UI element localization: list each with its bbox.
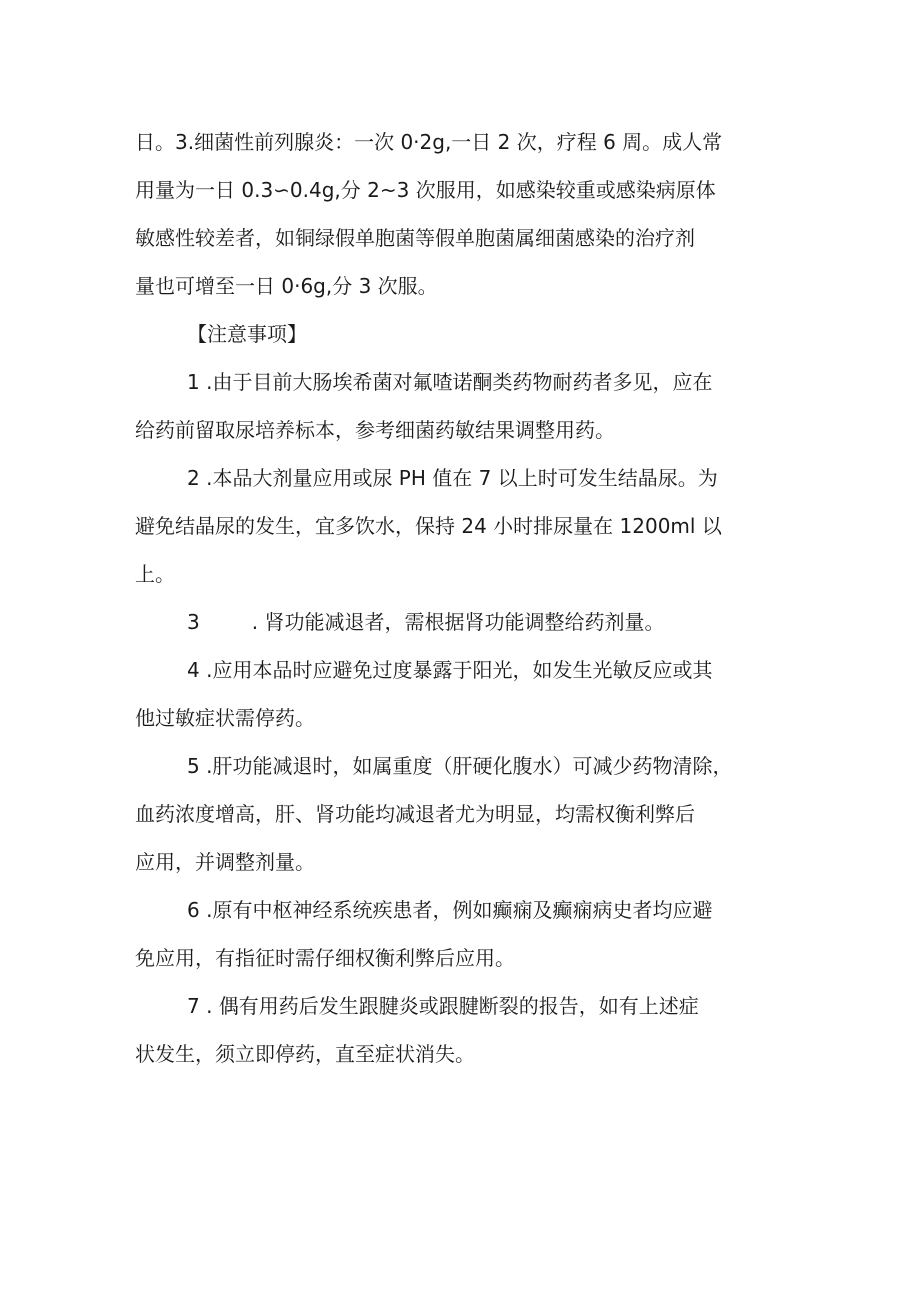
text-line: 6 .原有中枢神经系统疾患者，例如癫痫及癫痫病史者均应避 [187, 898, 713, 922]
text-line: 给药前留取尿培养标本，参考细菌药敏结果调整用药。 [135, 418, 615, 442]
text-line: 状发生，须立即停药，直至症状消失。 [135, 1042, 475, 1066]
dosage-paragraph [135, 118, 790, 310]
text-line: 上。 [135, 562, 175, 586]
text-line [135, 598, 790, 646]
text-line: 7 . 偶有用药后发生跟腱炎或跟腱断裂的报告，如有上述症 [187, 994, 699, 1018]
text-line: 1 .由于目前大肠埃希菌对氟喳诺酮类药物耐药者多见，应在 [187, 370, 713, 394]
text-line: 日。3.细菌性前列腺炎：一次 0·2g,一日 2 次，疗程 6 周。成人常 [135, 130, 723, 154]
text-line: 免应用，有指征时需仔细权衡利弊后应用。 [135, 946, 515, 970]
note-item-1 [135, 358, 790, 454]
text-line: 2 .本品大剂量应用或尿 PH 值在 7 以上时可发生结晶尿。为 [187, 466, 718, 490]
note-item-6 [135, 886, 790, 982]
text-line: 血药浓度增高，肝、肾功能均减退者尤为明显，均需权衡利弊后 [135, 802, 695, 826]
text-line: 避免结晶尿的发生，宜多饮水，保持 24 小时排尿量在 1200ml 以 [135, 514, 722, 538]
note-item-2 [135, 454, 790, 598]
note-item-7 [135, 982, 790, 1078]
text-line: 他过敏症状需停药。 [135, 706, 315, 730]
text-line: 应用，并调整剂量。 [135, 850, 315, 874]
text-line: 敏感性较差者，如铜绿假单胞菌等假单胞菌属细菌感染的治疗剂 [135, 226, 695, 250]
text-line: 量也可增至一日 0·6g,分 3 次服。 [135, 274, 438, 298]
note-number: 3 [187, 610, 200, 634]
note-item-3 [135, 598, 790, 646]
note-item-4 [135, 646, 790, 742]
note-text: . 肾功能减退者，需根据肾功能调整给药剂量。 [251, 610, 665, 634]
note-item-5 [135, 742, 790, 886]
section-heading [135, 310, 790, 358]
section-heading-text: 【注意事项】 [187, 322, 307, 346]
text-line: 用量为一日 0.3∽0.4g,分 2~3 次服用，如感染较重或感染病原体 [135, 178, 716, 202]
text-line: 4 .应用本品时应避免过度暴露于阳光，如发生光敏反应或其 [187, 658, 713, 682]
text-line: 5 .肝功能减退时，如属重度（肝硬化腹水）可减少药物清除， [187, 754, 733, 778]
